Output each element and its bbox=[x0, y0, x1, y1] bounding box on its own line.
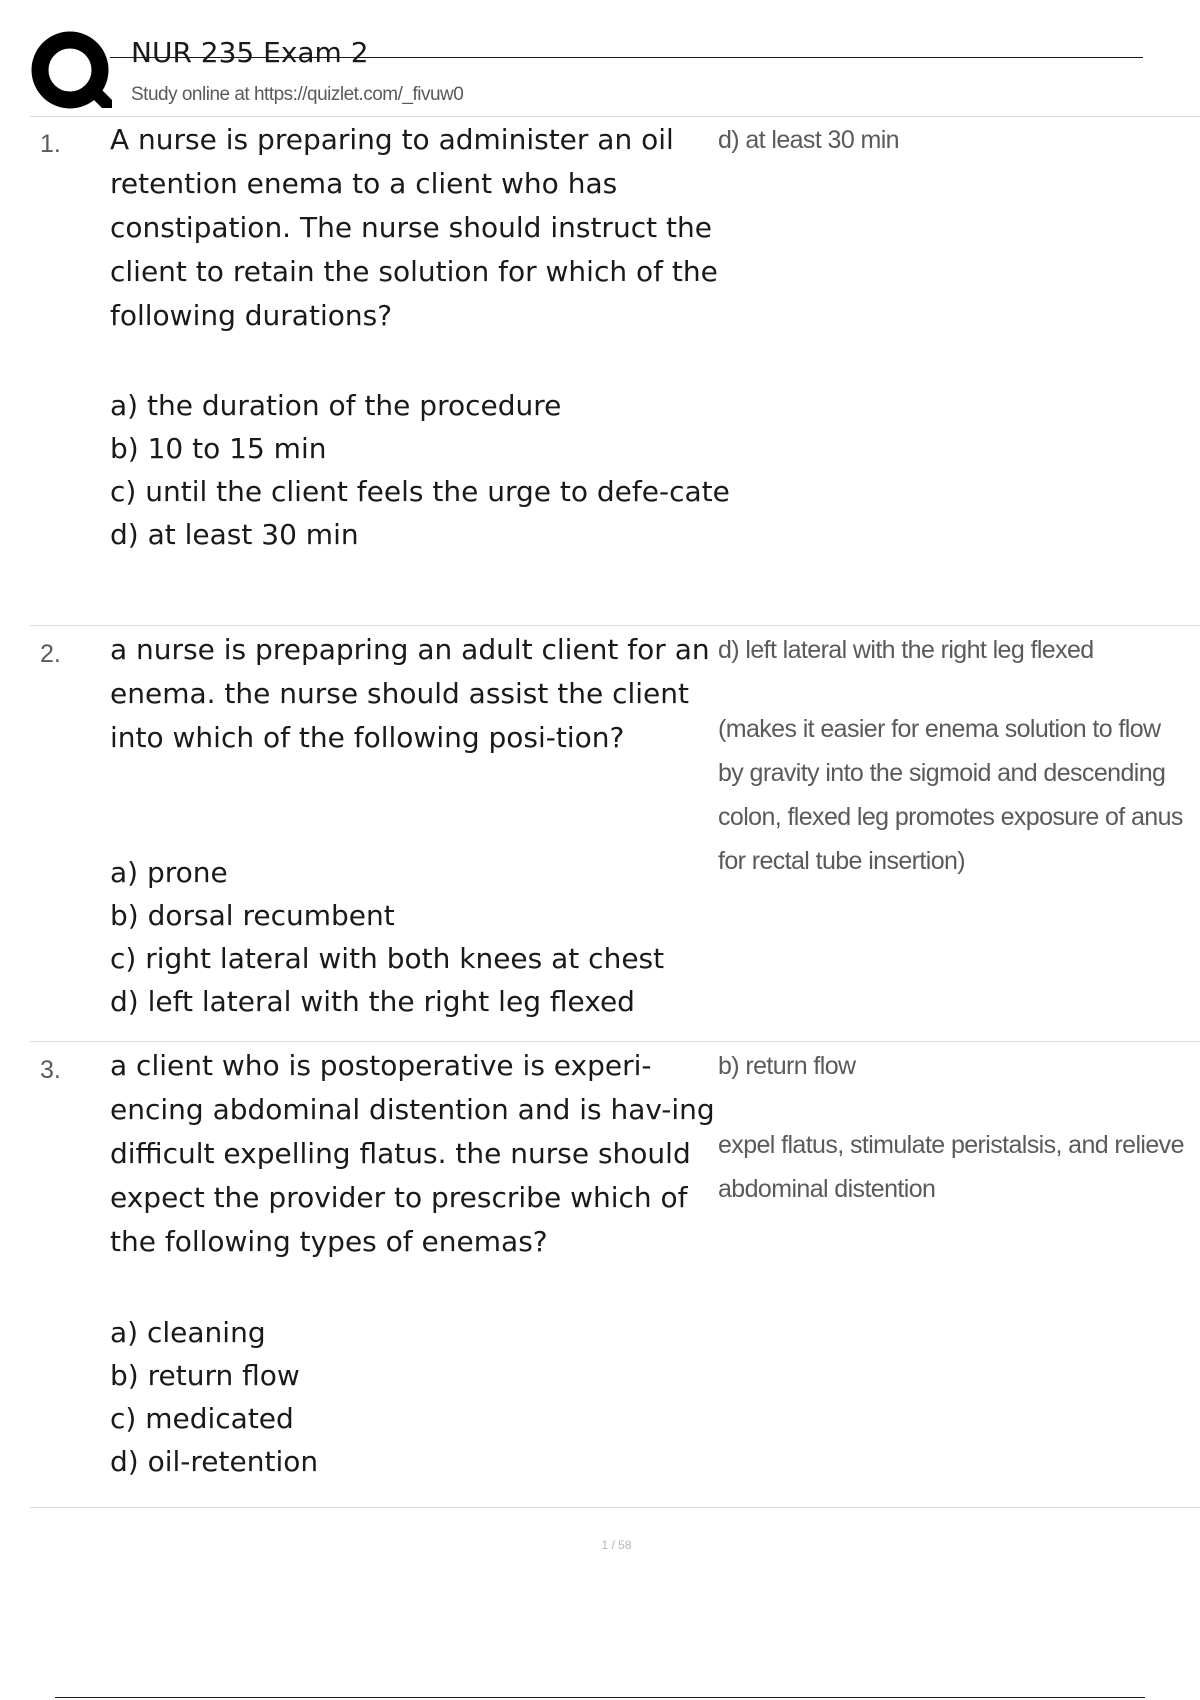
card-number: 1. bbox=[40, 130, 61, 158]
option-item: d) oil-retention bbox=[110, 1445, 319, 1478]
option-item: c) medicated bbox=[110, 1402, 294, 1435]
option-item: b) return flow bbox=[110, 1359, 300, 1392]
option-item: a) prone bbox=[110, 856, 228, 889]
answer-text: b) return flow bbox=[718, 1052, 856, 1080]
options-list bbox=[110, 1311, 735, 1483]
document-title: NUR 235 Exam 2 bbox=[131, 36, 369, 69]
answer-text: d) at least 30 min bbox=[718, 126, 899, 154]
option-item: d) at least 30 min bbox=[110, 518, 359, 551]
card-number: 2. bbox=[40, 640, 61, 668]
option-item: b) 10 to 15 min bbox=[110, 432, 327, 465]
options-list bbox=[110, 384, 735, 556]
footer-rule bbox=[55, 1697, 1145, 1698]
explanation-text: (makes it easier for enema solution to flow by gravity into the sigmoid and descending colon, flexed leg promotes exposure of anus for rectal tube insertion) bbox=[718, 715, 1183, 875]
flashcard bbox=[30, 117, 1200, 626]
quizlet-logo-icon bbox=[30, 30, 114, 114]
answer-text: d) left lateral with the right leg flexed bbox=[718, 636, 1094, 664]
question-text: a client who is postoperative is experi-encing abdominal distention and is hav-ing difficult expelling flatus. the nurse should expect the provider to prescribe which of the following types of enemas? bbox=[110, 1049, 715, 1258]
option-item: a) the duration of the procedure bbox=[110, 389, 562, 422]
flashcard bbox=[30, 627, 1200, 1042]
page-number: 1 / 58 bbox=[601, 1538, 632, 1552]
question-text: A nurse is preparing to administer an oil retention enema to a client who has constipation. The nurse should instruct the client to retain the solution for which of the following durations? bbox=[110, 123, 718, 332]
option-item: c) until the client feels the urge to defe-cate bbox=[110, 475, 730, 508]
option-item: d) left lateral with the right leg flexed bbox=[110, 985, 635, 1018]
study-link-text: Study online at https://quizlet.com/_fivuw0 bbox=[131, 84, 464, 105]
card-number: 3. bbox=[40, 1056, 61, 1084]
explanation-text: expel flatus, stimulate peristalsis, and relieve abdominal distention bbox=[718, 1131, 1184, 1203]
option-item: b) dorsal recumbent bbox=[110, 899, 395, 932]
option-item: a) cleaning bbox=[110, 1316, 266, 1349]
flashcard bbox=[30, 1043, 1200, 1508]
options-list bbox=[110, 851, 735, 1023]
option-item: c) right lateral with both knees at chest bbox=[110, 942, 665, 975]
question-text: a nurse is prepapring an adult client for an enema. the nurse should assist the client into which of the following posi-tion? bbox=[110, 633, 710, 754]
